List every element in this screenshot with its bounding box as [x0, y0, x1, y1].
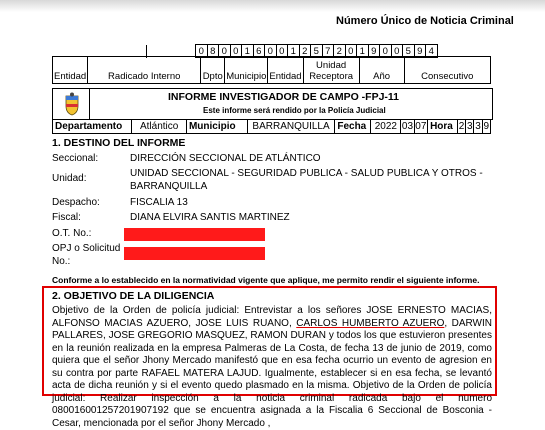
fiscal-value: DIANA ELVIRA SANTIS MARTINEZ — [130, 212, 290, 223]
seccional-row — [52, 153, 492, 166]
hora-digit: 3 — [475, 121, 481, 132]
fiscal-row — [52, 212, 492, 225]
municipio-value: BARRANQUILLA — [247, 120, 335, 134]
seccional-value: DIRECCIÓN SECCIONAL DE ATLÁNTICO — [130, 153, 321, 164]
fiscal-label: Fiscal: — [52, 212, 81, 223]
unidad-value: UNIDAD SECCIONAL - SEGURIDAD PUBLICA - SALUD PUBLICA Y OTROS - BARRANQUILLA — [130, 168, 483, 192]
code-digit: 0 — [391, 45, 403, 58]
report-title: INFORME INVESTIGADOR DE CAMPO -FPJ-11 — [168, 91, 400, 103]
code-digit: 0 — [265, 45, 277, 58]
code-digit: 0 — [196, 45, 208, 58]
label-entidad-2: Entidad — [268, 57, 303, 84]
code-labels-table — [52, 56, 491, 84]
hora-label: Hora — [428, 120, 458, 134]
code-digit: 0 — [276, 45, 288, 58]
ot-label: O.T. No.: — [52, 228, 92, 239]
label-radicado: Radicado Interno — [88, 57, 201, 84]
label-entidad: Entidad — [53, 57, 88, 84]
despacho-value: FISCALIA 13 — [130, 197, 188, 208]
departamento-label: Departamento — [53, 120, 132, 134]
code-digit: 0 — [380, 45, 392, 58]
code-digit: 4 — [426, 45, 438, 58]
code-digit: 7 — [322, 45, 334, 58]
municipio-label: Municipio — [186, 120, 247, 134]
label-ano: Año — [359, 57, 404, 84]
conforme-text: Conforme a lo establecido en la normatividad vigente que aplique, me permito rendir el siguiente informe. — [52, 275, 480, 285]
objetivo-heading: 2. OBJETIVO DE LA DILIGENCIA — [52, 290, 215, 302]
code-digit: 5 — [311, 45, 323, 58]
hora-digit: 3 — [467, 121, 473, 132]
fecha-month: 03 — [401, 121, 414, 132]
opj-label: OPJ o Solicitud No.: — [52, 243, 121, 267]
code-digit: 1 — [357, 45, 369, 58]
code-digit: 5 — [403, 45, 415, 58]
departamento-value: Atlántico — [132, 120, 187, 134]
hora-digit: 2 — [458, 121, 465, 132]
destino-heading: 1. DESTINO DEL INFORME — [52, 137, 186, 149]
opj-redaction — [124, 247, 265, 260]
label-municipio: Municipio — [225, 57, 268, 84]
top-shadow — [0, 0, 545, 12]
despacho-row — [52, 197, 492, 210]
label-consecutivo: Consecutivo — [404, 57, 490, 84]
label-unidad-receptora: Unidad Receptora — [303, 57, 359, 84]
unidad-label: Unidad: — [52, 173, 87, 184]
code-digit: 0 — [219, 45, 231, 58]
colombia-seal-icon — [63, 92, 81, 116]
ot-redaction — [124, 228, 265, 241]
label-dpto: Dpto — [201, 57, 225, 84]
ot-row — [52, 228, 492, 241]
code-digit: 0 — [345, 45, 357, 58]
opj-row — [52, 243, 492, 269]
code-digit: 9 — [414, 45, 426, 58]
underlined-name: CARLOS HUMBERTO AZUERO — [296, 317, 445, 329]
objetivo-text-b: , DARWIN PALLARES, JOSE GREGORIO MASQUEZ, RAMON DURAN y todos los que estuvieron presentes en la reunión realizada en la empresa Palmeras de La Costa, de fecha 13 de junio de 2019, como quiera que el señor Jhony Mercado manifestó que en esa fecha ocurrio un evento de agresion en su contra por parte RAFAEL MATERA LAJUD. Igualmente, establecer si en esa fecha, se levantó acta de dicha reunión y si el evento quedo plasmado en la misma. Objetivo de la Orden de policía judicial: Realizar inspección a la noticia criminal radicada bajo el numero 080016001257201907192 que se encuentra asignada a la Fiscalia 6 Seccional de Bosconia - Cesar, mencionada por el señor Jhony Mercado , — [52, 317, 492, 429]
fecha-label: Fecha — [335, 120, 371, 134]
code-digit: 2 — [299, 45, 311, 58]
code-digit: 2 — [334, 45, 346, 58]
unidad-row — [52, 168, 492, 194]
header-divider — [89, 89, 90, 119]
seccional-label: Seccional: — [52, 153, 99, 164]
hora-digit: 9 — [483, 121, 490, 132]
fecha-day: 07 — [415, 121, 427, 132]
location-row — [52, 119, 491, 134]
report-subtitle: Este informe será rendido por la Policía Judicial — [203, 106, 386, 115]
noticia-criminal-title: Número Único de Noticia Criminal — [336, 15, 514, 27]
despacho-label: Despacho: — [52, 197, 100, 208]
fecha-year: 2022 — [371, 120, 401, 134]
objetivo-text-a: Objetivo de la Orden de policía judicial: Entrevistar a los señores JOSE ERNESTO MACIAS, ALFONSO MACIAS AZUERO, JOSE LUIS RUANO, — [52, 305, 492, 329]
code-digit: 1 — [288, 45, 300, 58]
code-digit: 1 — [242, 45, 254, 58]
objetivo-text — [52, 305, 492, 430]
code-digit: 6 — [253, 45, 265, 58]
code-digit: 9 — [368, 45, 380, 58]
code-digit: 0 — [230, 45, 242, 58]
code-digit: 8 — [207, 45, 219, 58]
report-header — [52, 88, 493, 120]
